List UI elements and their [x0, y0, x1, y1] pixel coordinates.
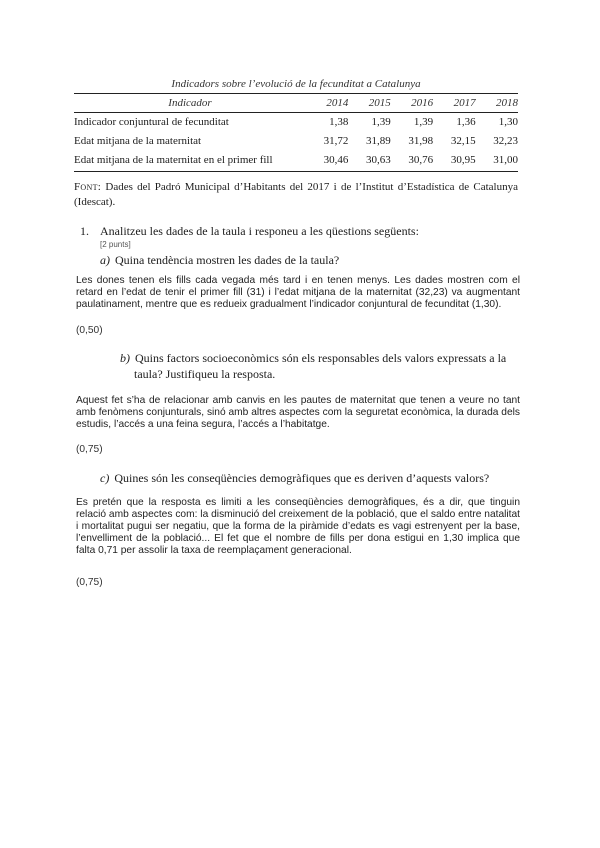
table-cell: 1,36 [456, 115, 476, 128]
source-lead: Font: [74, 181, 102, 193]
header-2014: 2014 [326, 96, 349, 109]
question-number: 1. [80, 224, 89, 238]
table-cell: 1,30 [498, 115, 518, 128]
table-header-row [74, 93, 518, 112]
question-heading [80, 224, 419, 239]
source-note [74, 180, 518, 210]
table-cell: 30,76 [408, 153, 434, 166]
question-title: Analitzeu les dades de la taula i responeu a les qüestions següents: [100, 224, 419, 238]
header-2015: 2015 [368, 96, 391, 109]
table-cell: 31,89 [366, 134, 391, 147]
table-cell: 31,72 [323, 134, 349, 147]
header-indicador: Indicador [168, 96, 212, 109]
subquestion-text: Quina tendència mostren les dades de la taula? [115, 253, 340, 267]
table-row [74, 131, 518, 150]
table-cell: 1,39 [371, 115, 391, 128]
subquestion-letter: c) [100, 471, 110, 485]
subquestion-text: Quines són les conseqüències demogràfiques que es deriven d’aquests valors? [114, 471, 490, 485]
score-a: (0,50) [76, 325, 103, 336]
table-cell: 32,23 [493, 134, 518, 147]
subquestion-text: Quins factors socioeconòmics són els responsables dels valors expressats a la taula? Justifiqueu la resposta. [134, 351, 507, 381]
table-cell: 31,98 [408, 134, 434, 147]
subquestion-letter: a) [100, 253, 110, 267]
answer-c: Es pretén que la resposta es limiti a les conseqüències demogràfiques, és a dir, que tinguin relació amb aspectes com: la disminució del creixement de la població, que el saldo entre natalitat i mortalitat pugui ser negatiu, que la forma de la piràmide d’edats es vagi estrenyent per la base, l’envelliment de la població... El fet que el nombre de fills per dona estigui en 1,30 implica que falta 0,71 per assolir la taxa de reemplaçament generacional. [76, 497, 520, 556]
table-cell: 1,39 [413, 115, 434, 128]
score-c: (0,75) [76, 577, 103, 588]
question-points: [2 punts] [100, 240, 131, 249]
table-cell: 30,46 [323, 153, 349, 166]
header-2017: 2017 [453, 96, 476, 109]
table-row [74, 150, 518, 169]
table-cell: Indicador conjuntural de fecunditat [74, 115, 229, 128]
header-2016: 2016 [411, 96, 434, 109]
table-cell: 1,38 [329, 115, 349, 128]
answer-b: Aquest fet s’ha de relacionar amb canvis en les pautes de maternitat que tenen a veure no tant amb fenòmens conjunturals, sinó amb altres aspectes com la seguretat econòmica, la durada dels estudis, l’accés a una feina segura, l’accés a l’habitatge. [76, 395, 520, 430]
table-bottom-rule [74, 171, 518, 172]
source-text: Dades del Padró Municipal d’Habitants del 2017 i de l’Institut d’Estadística de Catalunya (Idescat). [74, 181, 518, 208]
subquestion-a [100, 252, 339, 268]
fertility-table [74, 93, 518, 169]
table-row [74, 112, 518, 131]
subquestion-c [100, 470, 489, 486]
table-cell: 30,63 [366, 153, 391, 166]
subquestion-letter: b) [120, 351, 130, 365]
table-header-rule [74, 112, 518, 113]
table-cell: 31,00 [493, 153, 518, 166]
header-2018: 2018 [496, 96, 518, 109]
score-b: (0,75) [76, 444, 103, 455]
table-title: Indicadors sobre l’evolució de la fecunditat a Catalunya [171, 78, 421, 90]
table-cell: Edat mitjana de la maternitat [74, 134, 202, 147]
table-cell: 30,95 [450, 153, 476, 166]
subquestion-b [120, 350, 534, 382]
table-cell: Edat mitjana de la maternitat en el primer fill [74, 153, 273, 166]
answer-a: Les dones tenen els fills cada vegada més tard i en tenen menys. Les dades mostren com el retard en l’edat de tenir el primer fill (31) i l’edat mitjana de la maternitat (32,23) va augmentant paulatinament, mentre que es redueix gradualment l’indicador conjuntural de fecunditat (1,30). [76, 275, 520, 310]
table-cell: 32,15 [450, 134, 476, 147]
